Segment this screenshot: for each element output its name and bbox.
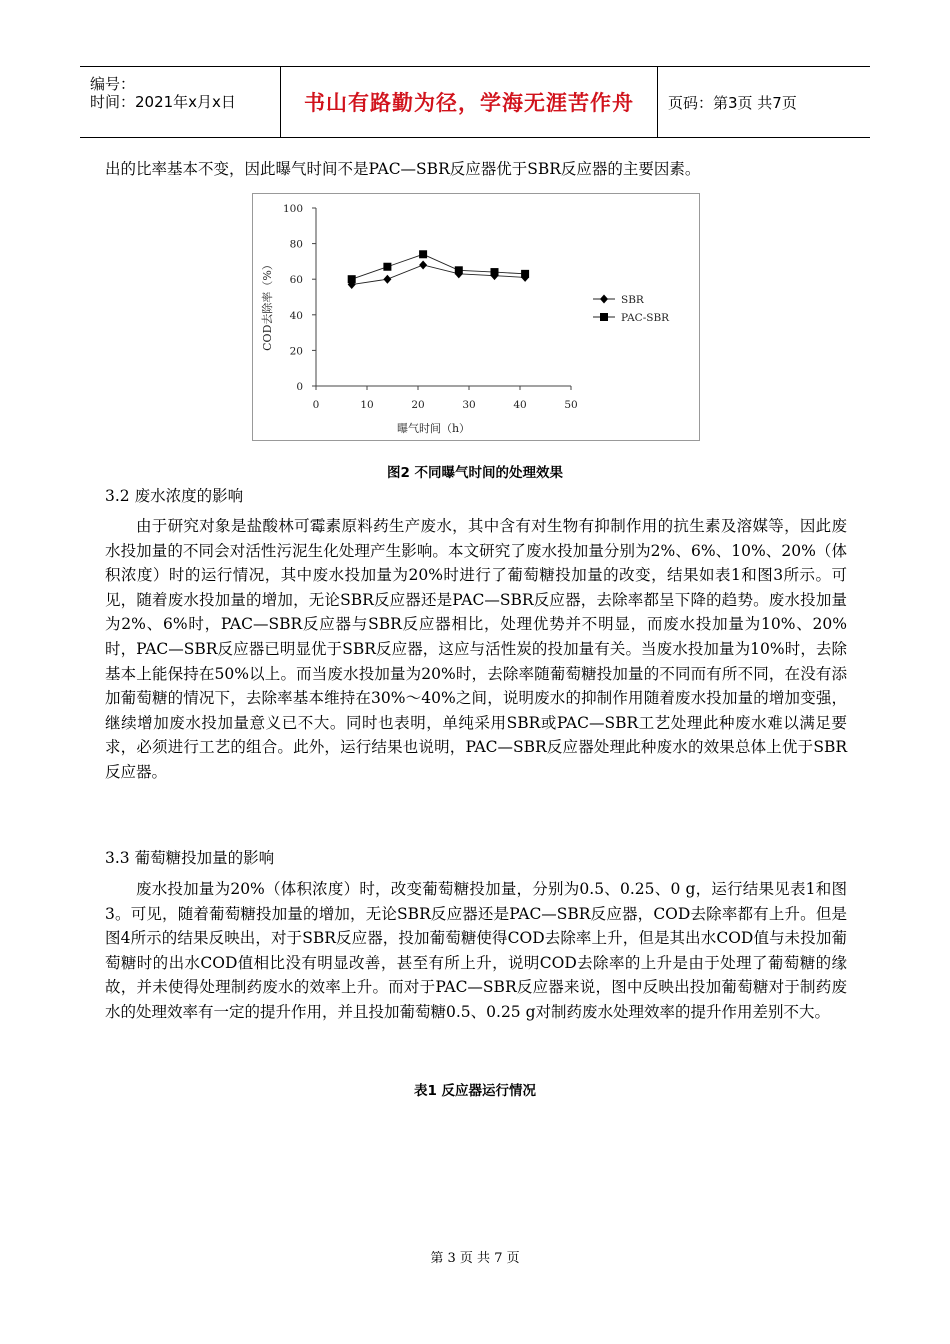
y-axis-label: COD去除率（%） (261, 259, 274, 351)
section-3-2-title: 3.2 废水浓度的影响 (105, 487, 244, 505)
y-tick-label: 40 (289, 309, 303, 322)
data-point-diamond (419, 260, 427, 269)
legend-label: SBR (621, 294, 644, 306)
header-motto: 书山有路勤为径，学海无涯苦作舟 (304, 91, 634, 115)
data-point-diamond (383, 275, 391, 284)
header-page-info: 页码：第3页 共7页 (668, 93, 797, 112)
data-point-square (521, 270, 529, 278)
header-page-cell (658, 67, 870, 137)
data-point-square (419, 250, 427, 258)
section-3-3-paragraph: 废水投加量为20%（体积浓度）时，改变葡萄糖投加量，分别为0.5、0.25、0 g，运行结果见表1和图3。可见，随着葡萄糖投加量的增加，无论SBR反应器还是PAC—SBR反应器，COD去除率都有上升。但是图4所示的结果反映出，对于SBR反应器，投加葡萄糖使得COD去除率上升，但是其出水COD值与未投加葡萄糖时的出水COD值相比没有明显改善，甚至有所上升，说明COD去除率的上升是由于处理了葡萄糖的缘故，并未使得处理制药废水的效率上升。而对于PAC—SBR反应器来说，图中反映出投加葡萄糖对于制药废水的处理效率有一定的提升作用，并且投加葡萄糖0.5、0.25 g对制药废水处理效率的提升作用差别不大。 (105, 880, 847, 1021)
document-time-label: 时间：2021年x月x日 (90, 93, 236, 111)
x-tick-label: 20 (411, 399, 425, 411)
intro-line: 出的比率基本不变，因此曝气时间不是PAC—SBR反应器优于SBR反应器的主要因素。 (105, 160, 701, 178)
legend-marker-diamond (600, 295, 608, 304)
page-footer: 第 3 页 共 7 页 (430, 1251, 520, 1266)
x-tick-label: 50 (564, 399, 578, 411)
y-tick-label: 60 (289, 274, 303, 287)
x-tick-label: 40 (513, 399, 527, 411)
series-line-sbr (352, 265, 525, 285)
header-left-cell (80, 67, 281, 137)
data-point-square (383, 263, 391, 271)
header-motto-cell (281, 67, 658, 137)
figure-chart-frame (252, 193, 700, 441)
section-3-2-paragraph: 由于研究对象是盐酸林可霉素原料药生产废水，其中含有对生物有抑制作用的抗生素及溶媒等，因此废水投加量的不同会对活性污泥生化处理产生影响。本文研究了废水投加量分别为2%、6%、10%、20%（体积浓度）时的运行情况，其中废水投加量为20%时进行了葡萄糖投加量的改变，结果如表1和图3所示。可见，随着废水投加量的增加，无论SBR反应器还是PAC—SBR反应器，去除率都呈下降的趋势。废水投加量为2%、6%时，PAC—SBR反应器与SBR反应器相比，处理优势并不明显，而废水投加量为10%、20%时，PAC—SBR反应器已明显优于SBR反应器，这应与活性炭的投加量有关。当废水投加量为10%时，去除基本上能保持在50%以上。而当废水投加量为20%时，去除率随葡萄糖投加量的不同而有所不同，在没有添加葡萄糖的情况下，去除率基本维持在30%～40%之间，说明废水的抑制作用随着废水投加量的增加变强，继续增加废水投加量意义已不大。同时也表明，单纯采用SBR或PAC—SBR工艺处理此种废水难以满足要求，必须进行工艺的组合。此外，运行结果也说明，PAC—SBR反应器处理此种废水的效果总体上优于SBR反应器。 (105, 517, 847, 781)
x-axis-label: 曝气时间（h） (396, 422, 471, 435)
document-number-label: 编号： (90, 75, 136, 93)
legend-marker-square (600, 313, 608, 321)
legend-label: PAC-SBR (621, 312, 670, 324)
x-tick-label: 30 (462, 399, 476, 411)
section-3-3-title: 3.3 葡萄糖投加量的影响 (105, 849, 275, 867)
y-tick-label: 100 (282, 203, 303, 215)
table-caption: 表1 反应器运行情况 (413, 1083, 537, 1099)
y-tick-label: 80 (289, 238, 303, 251)
figure-caption: 图2 不同曝气时间的处理效果 (386, 465, 564, 481)
line-chart (253, 194, 699, 440)
data-point-square (455, 266, 463, 274)
x-tick-label: 10 (360, 399, 374, 411)
data-point-square (491, 268, 499, 276)
x-tick-label: 0 (312, 399, 320, 411)
y-tick-label: 0 (296, 381, 303, 393)
header-table (80, 66, 870, 138)
data-point-square (348, 275, 356, 283)
y-tick-label: 20 (289, 345, 303, 358)
